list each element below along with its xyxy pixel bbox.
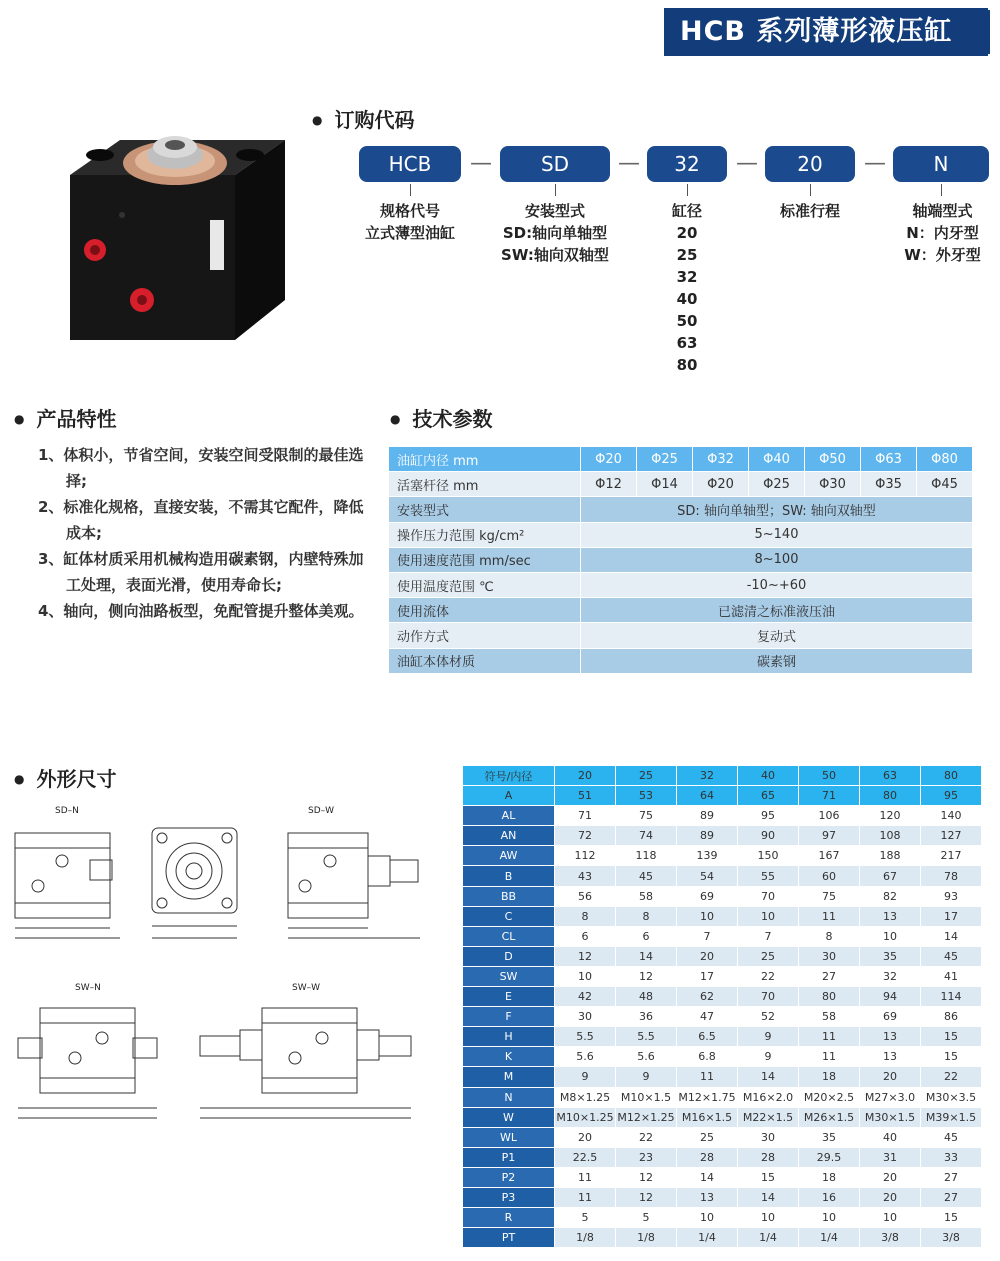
dim-cell: 5.5 [555,1027,616,1047]
dim-row [463,1047,982,1067]
dim-row-label: M [463,1067,555,1087]
dim-cell: 1/8 [616,1228,677,1248]
dim-cell: M30×1.5 [860,1107,921,1127]
dim-cell: 7 [677,926,738,946]
dim-cell: 20 [860,1067,921,1087]
dim-cell: 22 [616,1127,677,1147]
drawing-title-sw-n: SW–N [75,983,101,993]
dim-row [463,966,982,986]
drawing-title-sw-w: SW–W [292,983,321,993]
dim-cell: 10 [860,1208,921,1228]
dim-cell: 48 [616,987,677,1007]
dim-row [463,1127,982,1147]
dim-cell: 62 [677,987,738,1007]
dim-cell: 45 [921,1127,982,1147]
dim-cell: 15 [921,1208,982,1228]
dimension-table [462,765,982,1248]
dim-cell: 217 [921,846,982,866]
code-dash: — [736,151,758,176]
dim-cell: 10 [738,1208,799,1228]
dim-cell: 14 [616,946,677,966]
code-tick [941,184,942,196]
drawing-sd-n [15,833,120,938]
dim-cell: 15 [921,1027,982,1047]
dim-cell: 42 [555,987,616,1007]
dim-cell: 94 [860,987,921,1007]
drawing-sw-n [18,1008,157,1118]
dim-cell: 70 [738,886,799,906]
dim-row-label: H [463,1027,555,1047]
dim-row [463,1007,982,1027]
dim-cell: 12 [616,1187,677,1207]
dim-cell: 11 [677,1067,738,1087]
dim-row-label: WL [463,1127,555,1147]
dim-cell: 11 [555,1187,616,1207]
dim-cell: 80 [860,786,921,806]
tech-row-rod: 活塞杆径 mm Φ12 Φ14 Φ20 Φ25 Φ30 Φ35 Φ45 [389,472,973,497]
dim-cell: 20 [860,1167,921,1187]
dim-cell: 9 [616,1067,677,1087]
features-list [38,442,368,624]
dim-row [463,926,982,946]
dim-cell: 54 [677,866,738,886]
dim-cell: 10 [677,906,738,926]
dim-cell: 75 [616,806,677,826]
dim-cell: 30 [738,1127,799,1147]
dim-row [463,1107,982,1127]
dim-cell: M20×2.5 [799,1087,860,1107]
dim-cell: 95 [921,786,982,806]
feature-item: 1、体积小，节省空间，安装空间受限制的最佳选择; [38,446,364,490]
dim-cell: 106 [799,806,860,826]
dim-row-label: AL [463,806,555,826]
dim-cell: 89 [677,806,738,826]
dim-cell: 31 [860,1147,921,1167]
dim-cell: 9 [555,1067,616,1087]
dim-row [463,866,982,886]
dim-cell: 27 [921,1187,982,1207]
dim-cell: 56 [555,886,616,906]
dim-row-label: AN [463,826,555,846]
dim-cell: 30 [555,1007,616,1027]
code-tick [810,184,811,196]
dim-header-row: 符号/内径 20 25 32 40 50 63 80 [463,766,982,786]
dim-cell: 1/4 [738,1228,799,1248]
dim-cell: M10×1.25 [555,1107,616,1127]
code-desc-rod-end: 轴端型式 N：内牙型 W：外牙型 [904,202,981,264]
feature-item: 3、缸体材质采用机械构造用碳素钢，内壁特殊加工处理，表面光滑，使用寿命长; [38,550,364,594]
dim-cell: 5 [616,1208,677,1228]
dim-cell: 5.6 [555,1047,616,1067]
dim-row-label: R [463,1208,555,1228]
dim-row [463,987,982,1007]
dim-cell: 6 [555,926,616,946]
code-dash: — [864,151,886,176]
dim-row-label: AW [463,846,555,866]
dim-cell: 5.6 [616,1047,677,1067]
dim-cell: M27×3.0 [860,1087,921,1107]
dim-cell: 10 [738,906,799,926]
dim-row-label: PT [463,1228,555,1248]
dim-cell: 6 [616,926,677,946]
dim-cell: M8×1.25 [555,1087,616,1107]
dim-cell: 114 [921,987,982,1007]
dim-cell: 55 [738,866,799,886]
dim-cell: 70 [738,987,799,1007]
dim-row [463,1147,982,1167]
dim-cell: 64 [677,786,738,806]
dim-row-label: P1 [463,1147,555,1167]
dim-cell: 140 [921,806,982,826]
code-tick [410,184,411,196]
dim-cell: 1/4 [799,1228,860,1248]
dim-cell: 78 [921,866,982,886]
drawing-sw-w [200,1008,411,1118]
dim-row-label: E [463,987,555,1007]
dim-cell: 67 [860,866,921,886]
dim-cell: 36 [616,1007,677,1027]
dim-row [463,1087,982,1107]
dim-cell: 65 [738,786,799,806]
dim-cell: 167 [799,846,860,866]
dim-cell: 20 [860,1187,921,1207]
dim-cell: 22 [921,1067,982,1087]
dimensions-heading: ● 外形尺寸 [14,763,116,792]
dim-cell: 11 [799,1027,860,1047]
code-box-bore: 32 [647,146,727,182]
dim-cell: 58 [799,1007,860,1027]
dim-cell: 41 [921,966,982,986]
dim-cell: M22×1.5 [738,1107,799,1127]
dim-row-label: K [463,1047,555,1067]
dim-cell: 13 [677,1187,738,1207]
dim-row [463,1187,982,1207]
dim-cell: 10 [677,1208,738,1228]
dim-cell: 13 [860,1047,921,1067]
dim-cell: 108 [860,826,921,846]
dim-cell: 75 [799,886,860,906]
dim-row [463,946,982,966]
dim-cell: 16 [799,1187,860,1207]
dim-cell: M10×1.5 [616,1087,677,1107]
dim-row-label: P2 [463,1167,555,1187]
dim-cell: 95 [738,806,799,826]
dim-row-label: CL [463,926,555,946]
dim-row-label: N [463,1087,555,1107]
tech-row: 油缸本体材质 碳素钢 [389,648,973,673]
dim-cell: 32 [860,966,921,986]
code-dash: — [470,151,492,176]
dim-row-label: P3 [463,1187,555,1207]
dim-row [463,1208,982,1228]
dim-cell: 69 [677,886,738,906]
code-desc-bore: 缸径 20 25 32 40 50 63 80 [671,202,702,374]
dim-row-label: C [463,906,555,926]
dim-cell: 18 [799,1167,860,1187]
dim-cell: 25 [677,1127,738,1147]
dim-cell: M30×3.5 [921,1087,982,1107]
tech-row: 使用温度范围 ℃ -10~+60 [389,572,973,597]
dim-cell: 71 [555,806,616,826]
dim-cell: 14 [738,1187,799,1207]
dim-cell: M26×1.5 [799,1107,860,1127]
tech-row: 动作方式 复动式 [389,623,973,648]
dim-cell: 14 [738,1067,799,1087]
code-box-series: HCB [359,146,461,182]
dim-cell: 47 [677,1007,738,1027]
dim-cell: 14 [921,926,982,946]
tech-table [388,446,973,674]
dim-cell: 8 [799,926,860,946]
dim-cell: 22 [738,966,799,986]
dim-cell: M16×1.5 [677,1107,738,1127]
dim-cell: 29.5 [799,1147,860,1167]
drawing-front-view [152,828,237,938]
dim-cell: 30 [799,946,860,966]
dim-row [463,886,982,906]
dim-row-label: BB [463,886,555,906]
dim-row [463,1067,982,1087]
dim-row [463,806,982,826]
dim-cell: 18 [799,1067,860,1087]
dim-cell: 10 [555,966,616,986]
tech-heading: ● 技术参数 [390,403,492,432]
dim-row [463,786,982,806]
dim-cell: 86 [921,1007,982,1027]
dim-cell: M16×2.0 [738,1087,799,1107]
order-code-heading: ● 订购代码 [312,104,414,133]
dim-cell: 9 [738,1027,799,1047]
dim-cell: 27 [799,966,860,986]
dim-cell: 80 [799,987,860,1007]
dim-cell: 82 [860,886,921,906]
tech-row: 使用速度范围 mm/sec 8~100 [389,547,973,572]
dim-cell: 12 [555,946,616,966]
dim-cell: 69 [860,1007,921,1027]
dim-cell: 1/4 [677,1228,738,1248]
dim-cell: 5 [555,1208,616,1228]
dim-row-label: W [463,1107,555,1127]
dim-cell: 51 [555,786,616,806]
dim-cell: 93 [921,886,982,906]
dim-cell: 9 [738,1047,799,1067]
dim-cell: 139 [677,846,738,866]
tech-row: 安装型式 SD: 轴向单轴型；SW: 轴向双轴型 [389,497,973,522]
dim-row [463,846,982,866]
dim-cell: 150 [738,846,799,866]
dim-cell: 27 [921,1167,982,1187]
tech-row: 操作压力范围 kg/cm² 5~140 [389,522,973,547]
dim-cell: 23 [616,1147,677,1167]
dim-cell: 8 [555,906,616,926]
dim-cell: 3/8 [921,1228,982,1248]
dim-cell: 53 [616,786,677,806]
cylinder-product-image [60,125,290,345]
dim-cell: 40 [860,1127,921,1147]
dim-cell: 120 [860,806,921,826]
dim-row [463,906,982,926]
banner-rule [986,10,990,54]
dim-row [463,826,982,846]
dim-cell: 74 [616,826,677,846]
dim-cell: 188 [860,846,921,866]
code-desc-mount: 安装型式 SD:轴向单轴型 SW:轴向双轴型 [501,202,609,264]
dim-cell: 10 [799,1208,860,1228]
dim-cell: M12×1.25 [616,1107,677,1127]
dim-cell: 33 [921,1147,982,1167]
dim-cell: 8 [616,906,677,926]
dim-cell: 13 [860,906,921,926]
dim-row [463,1228,982,1248]
tech-row: 使用流体 已滤清之标准液压油 [389,598,973,623]
dim-cell: 112 [555,846,616,866]
dim-cell: 35 [860,946,921,966]
code-box-rod-end: N [893,146,989,182]
dim-cell: 12 [616,966,677,986]
dim-row [463,1027,982,1047]
code-box-stroke: 20 [765,146,855,182]
dim-cell: 3/8 [860,1228,921,1248]
dim-cell: 72 [555,826,616,846]
code-desc-series: 规格代号 立式薄型油缸 [364,202,455,242]
dim-cell: 43 [555,866,616,886]
dim-row-label: D [463,946,555,966]
dim-cell: 45 [921,946,982,966]
dim-cell: 10 [860,926,921,946]
dim-cell: 6.8 [677,1047,738,1067]
drawing-title-sd-w: SD–W [308,806,335,816]
dim-cell: 25 [738,946,799,966]
dim-cell: 11 [799,906,860,926]
dim-cell: 60 [799,866,860,886]
dim-cell: 28 [677,1147,738,1167]
dim-cell: 52 [738,1007,799,1027]
dim-cell: 6.5 [677,1027,738,1047]
dim-cell: 35 [799,1127,860,1147]
code-tick [687,184,688,196]
dim-cell: 89 [677,826,738,846]
dim-cell: 58 [616,886,677,906]
dim-body [463,786,982,1248]
dim-cell: M12×1.75 [677,1087,738,1107]
drawing-title-sd-n: SD–N [55,806,79,816]
page-title: HCB 系列薄形液压缸 [680,16,953,47]
dimension-drawings [0,798,455,1130]
dim-cell: 12 [616,1167,677,1187]
dim-row-label: A [463,786,555,806]
dim-cell: 20 [677,946,738,966]
dim-cell: 14 [677,1167,738,1187]
dim-row-label: B [463,866,555,886]
code-box-mount: SD [500,146,610,182]
dim-cell: 5.5 [616,1027,677,1047]
dim-cell: 7 [738,926,799,946]
dim-cell: 90 [738,826,799,846]
dim-row-label: SW [463,966,555,986]
code-dash: — [618,151,640,176]
dim-cell: 28 [738,1147,799,1167]
dim-cell: 45 [616,866,677,886]
dim-cell: 118 [616,846,677,866]
dim-cell: 17 [677,966,738,986]
dim-cell: 13 [860,1027,921,1047]
dim-cell: 127 [921,826,982,846]
dim-cell: 11 [555,1167,616,1187]
features-heading: ● 产品特性 [14,403,116,432]
code-desc-stroke: 标准行程 [779,202,840,220]
dim-cell: 17 [921,906,982,926]
drawing-sd-w [288,833,420,938]
dim-cell: 11 [799,1047,860,1067]
dim-cell: 71 [799,786,860,806]
dim-row [463,1167,982,1187]
page-title-banner [664,8,988,56]
dim-cell: 97 [799,826,860,846]
dim-cell: 15 [921,1047,982,1067]
tech-row-bore: 油缸内径 mm Φ20 Φ25 Φ32 Φ40 Φ50 Φ63 Φ80 [389,447,973,472]
code-tick [555,184,556,196]
dim-row-label: F [463,1007,555,1027]
dim-cell: 15 [738,1167,799,1187]
dim-cell: M39×1.5 [921,1107,982,1127]
feature-item: 4、轴向，侧向油路板型，免配管提升整体美观。 [38,602,364,620]
dim-cell: 1/8 [555,1228,616,1248]
feature-item: 2、标准化规格，直接安装，不需其它配件，降低成本; [38,498,364,542]
dim-cell: 22.5 [555,1147,616,1167]
dim-cell: 20 [555,1127,616,1147]
